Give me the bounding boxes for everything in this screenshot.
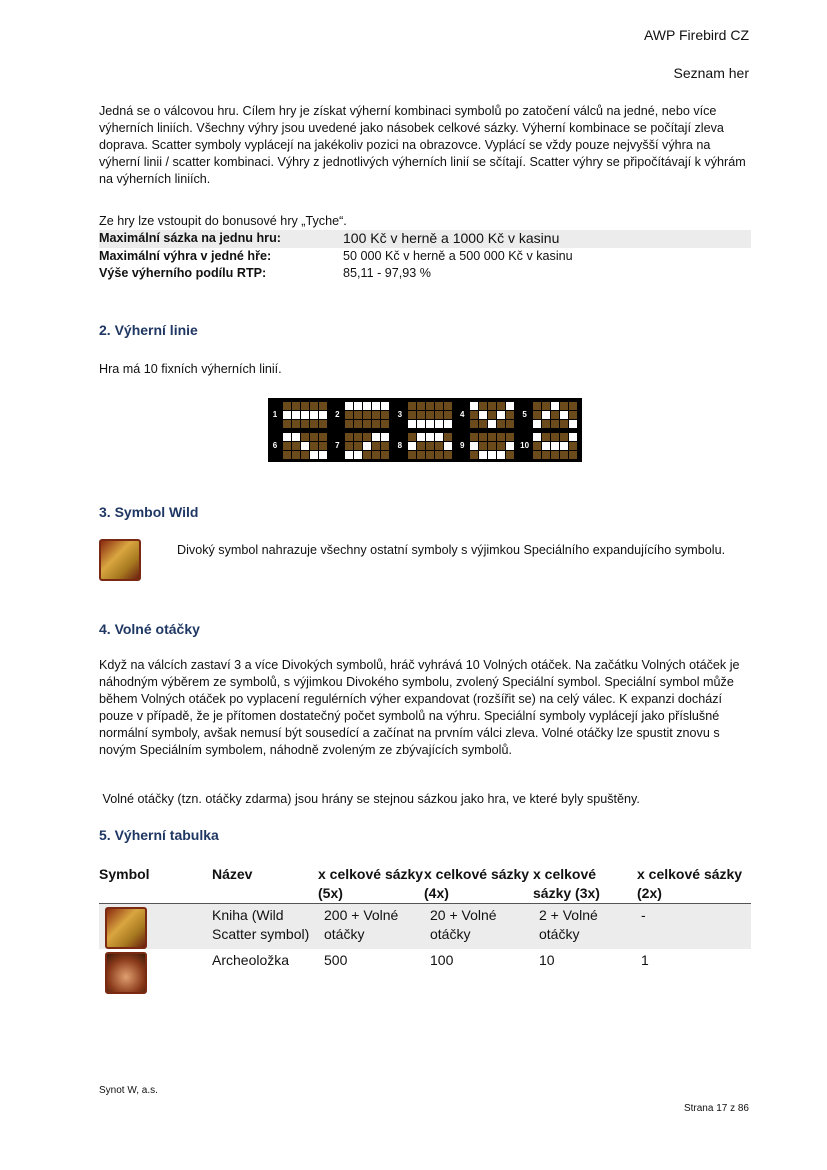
payline-cell (497, 451, 505, 459)
specs-table (99, 230, 751, 282)
payline-cell (381, 402, 389, 410)
payline-cell (551, 442, 559, 450)
payline-cell (542, 411, 550, 419)
payline-grid (470, 402, 514, 428)
payline-cell (381, 411, 389, 419)
payline-cell (408, 442, 416, 450)
column-header: x celkové sázky (3x) (533, 865, 637, 904)
payline-cell (560, 442, 568, 450)
payline-cell (506, 433, 514, 441)
payline-grid (283, 402, 327, 428)
payline-cell (310, 442, 318, 450)
payline-cell (569, 420, 577, 428)
payline-cell (381, 433, 389, 441)
payline-cell (319, 411, 327, 419)
payline-cell (506, 420, 514, 428)
payline-cell (417, 451, 425, 459)
spec-row (99, 265, 751, 282)
payout-2x: 1 (641, 952, 649, 968)
payline-cell (354, 402, 362, 410)
payline-cell (551, 411, 559, 419)
table-row (99, 904, 751, 950)
payline-cell (551, 451, 559, 459)
payline (520, 431, 580, 460)
section-heading: 3. Symbol Wild (99, 504, 199, 520)
column-header: Název (212, 865, 318, 904)
payline-cell (292, 411, 300, 419)
payline-cell (417, 442, 425, 450)
payline-cell (470, 402, 478, 410)
payline-cell (283, 451, 291, 459)
payline-cell (372, 451, 380, 459)
payline-cell (444, 433, 452, 441)
payline-cell (292, 402, 300, 410)
payline-cell (292, 442, 300, 450)
payline-cell (381, 442, 389, 450)
payline-cell (354, 433, 362, 441)
section-heading: 5. Výherní tabulka (99, 827, 219, 843)
payline-cell (283, 411, 291, 419)
payline-cell (569, 402, 577, 410)
payline-cell (470, 420, 478, 428)
payline-cell (310, 402, 318, 410)
payline-cell (417, 402, 425, 410)
payline-number: 1 (272, 410, 278, 419)
payline-cell (301, 433, 309, 441)
payline-cell (506, 411, 514, 419)
footer-company: Synot W, a.s. (99, 1085, 158, 1096)
doc-title: AWP Firebird CZ (643, 27, 749, 43)
payline-cell (354, 442, 362, 450)
payline-cell (488, 433, 496, 441)
spec-label: Maximální sázka na jednu hru: (99, 231, 281, 245)
payout-2x: - (637, 904, 751, 950)
payline-cell (408, 411, 416, 419)
payline-cell (301, 451, 309, 459)
section-heading: 2. Výherní linie (99, 322, 198, 338)
payline (270, 431, 330, 460)
payline-cell (372, 433, 380, 441)
payout-4x: 100 (430, 952, 454, 968)
payline-cell (569, 433, 577, 441)
column-header: x celkové sázky (4x) (424, 865, 533, 904)
payline-cell (417, 433, 425, 441)
payline-cell (301, 442, 309, 450)
payline-cell (506, 451, 514, 459)
payline-cell (569, 451, 577, 459)
payline-cell (435, 402, 443, 410)
payline (395, 400, 455, 429)
payline-cell (345, 442, 353, 450)
payline-cell (426, 402, 434, 410)
payline-cell (345, 402, 353, 410)
payline-cell (381, 451, 389, 459)
payline-grid (345, 402, 389, 428)
payline (270, 400, 330, 429)
payline-cell (497, 433, 505, 441)
payline-cell (506, 442, 514, 450)
payline-cell (310, 451, 318, 459)
payout-5x: 200 + Volné otáčky (318, 904, 424, 950)
payline-cell (533, 411, 541, 419)
book-icon (99, 539, 141, 581)
payline-cell (435, 411, 443, 419)
payline-cell (470, 442, 478, 450)
payout-5x: 500 (324, 952, 348, 968)
payline-cell (497, 442, 505, 450)
payline-cell (444, 411, 452, 419)
payline-grid (533, 402, 577, 428)
payline-cell (533, 402, 541, 410)
payline-number: 5 (522, 410, 527, 419)
payline-cell (542, 442, 550, 450)
payline-cell (533, 451, 541, 459)
paylines-text: Hra má 10 fixních výherních linií. (99, 362, 282, 376)
payline-cell (470, 451, 478, 459)
payline-cell (381, 420, 389, 428)
payline-cell (533, 433, 541, 441)
payline-cell (372, 420, 380, 428)
payline-cell (301, 402, 309, 410)
payline-number: 4 (459, 410, 465, 419)
payline-cell (292, 433, 300, 441)
payline-number: 3 (397, 410, 403, 419)
payline-grid (408, 433, 452, 459)
payline-grid (533, 433, 577, 459)
payline-cell (319, 433, 327, 441)
payline-cell (301, 420, 309, 428)
payline-cell (283, 420, 291, 428)
payline-cell (506, 402, 514, 410)
payline-cell (319, 402, 327, 410)
payline (520, 400, 580, 429)
payline-cell (426, 451, 434, 459)
payline-cell (292, 420, 300, 428)
payline-cell (319, 442, 327, 450)
payline-number: 9 (459, 441, 465, 450)
spec-value: 100 Kč v herně a 1000 Kč v kasinu (343, 230, 560, 246)
payout-3x: 10 (539, 952, 555, 968)
payline-cell (497, 420, 505, 428)
freespins-text-2: Volné otáčky (tzn. otáčky zdarma) jsou hrány se stejnou sázkou jako hra, ve které byly spuštěny. (99, 792, 640, 806)
payline-grid (408, 402, 452, 428)
freespins-text: Když na válcích zastaví 3 a více Divokých symbolů, hráč vyhrává 10 Volných otáček. Na začátku Volných otáček je náhodným výběrem ze symbolů, s výjimkou Divokého symbolu, zvolený Speciální symbol. Speciální symbol může během Volných otáček po vyplacení regulérních výher expandovat (rozšířit se) na celý válec. K expanzi dochází pouze v případě, že je přítomen dostatečný počet symbolů na výhru. Speciální symboly vyplácejí jako příslušné normální symboly, avšak nemusí být sousedící a začínat na prvním válci zleva. Volné otáčky lze spustit znovu s novým Speciálním symbolem, náhodně zvoleným ze zbývajících symbolů. (99, 658, 740, 757)
symbol-name: Archeoložka (212, 952, 290, 968)
payline-cell (345, 411, 353, 419)
payline-cell (435, 442, 443, 450)
payline-cell (479, 411, 487, 419)
payline-cell (345, 433, 353, 441)
payline-cell (488, 411, 496, 419)
payline-cell (345, 420, 353, 428)
payline-cell (363, 451, 371, 459)
payline-cell (551, 420, 559, 428)
payline-cell (488, 420, 496, 428)
payline-cell (426, 411, 434, 419)
spec-label: Výše výherního podílu RTP: (99, 266, 267, 280)
payline-cell (479, 433, 487, 441)
payline-cell (319, 420, 327, 428)
payline (332, 400, 392, 429)
payline-cell (435, 420, 443, 428)
wild-text: Divoký symbol nahrazuje všechny ostatní symboly s výjimkou Speciálního expandujícího symbolu. (177, 543, 726, 557)
intro-paragraph: Jedná se o válcovou hru. Cílem hry je získat výherní kombinaci symbolů po zatočení válců na jedné, nebo více výherních liniích. Všechny výhry jsou uvedené jako násobek celkové sázky. Výherní kombinace se počítají zleva doprava. Scatter symboly vyplácejí na jakékoliv pozici na obrazovce. Vyplácí se vždy pouze nejvyšší výhra na výherní linii / scatter kombinaci. Výhry z jednotlivých výherních linií se sčítají. Scatter výhry se připočítávají k výhrám na výherních liniích. (99, 104, 746, 186)
payline-cell (533, 420, 541, 428)
payline-cell (363, 411, 371, 419)
bonus-paragraph: Ze hry lze vstoupit do bonusové hry „Tyche“. (99, 214, 347, 228)
payline-grid (345, 433, 389, 459)
payline-cell (354, 451, 362, 459)
payline-cell (301, 411, 309, 419)
payline-cell (408, 402, 416, 410)
payline-cell (444, 420, 452, 428)
payline-cell (444, 402, 452, 410)
payline-cell (435, 451, 443, 459)
symbol-name: Kniha (Wild Scatter symbol) (212, 904, 318, 950)
payline-cell (283, 402, 291, 410)
payline (332, 431, 392, 460)
payline-grid (470, 433, 514, 459)
payline (395, 431, 455, 460)
payout-4x: 20 + Volné otáčky (424, 904, 533, 950)
payline-number: 10 (520, 441, 530, 450)
payline-cell (354, 411, 362, 419)
payline-cell (479, 442, 487, 450)
payline-cell (408, 433, 416, 441)
payline-cell (408, 420, 416, 428)
payline (457, 400, 517, 429)
payline-cell (372, 411, 380, 419)
payline-number: 7 (335, 441, 340, 450)
payline-cell (435, 433, 443, 441)
payline-cell (310, 433, 318, 441)
payline-cell (417, 420, 425, 428)
payline-cell (569, 411, 577, 419)
payline-number: 6 (272, 441, 278, 450)
payline-cell (345, 451, 353, 459)
payline-cell (560, 451, 568, 459)
payline-cell (283, 433, 291, 441)
payline-cell (542, 420, 550, 428)
column-header: x celkové sázky (5x) (318, 865, 424, 904)
payline-cell (470, 433, 478, 441)
payline-cell (354, 420, 362, 428)
payline (457, 431, 517, 460)
payline-cell (488, 442, 496, 450)
payline-cell (426, 433, 434, 441)
payline-cell (479, 451, 487, 459)
payline-cell (488, 451, 496, 459)
payline-cell (283, 442, 291, 450)
column-header: x celkové sázky (2x) (637, 865, 751, 904)
spec-label: Maximální výhra v jedné hře: (99, 249, 272, 263)
archeologist-icon (105, 952, 147, 994)
payline-cell (560, 433, 568, 441)
payline-number: 8 (397, 441, 403, 450)
payline-cell (533, 442, 541, 450)
payline-cell (479, 402, 487, 410)
payline-cell (372, 442, 380, 450)
payline-grid (283, 433, 327, 459)
payline-cell (363, 433, 371, 441)
paylines-image (268, 398, 582, 462)
spec-value: 85,11 - 97,93 % (343, 266, 431, 280)
payline-cell (426, 420, 434, 428)
payline-cell (319, 451, 327, 459)
payline-cell (569, 442, 577, 450)
payline-cell (444, 442, 452, 450)
spec-row (99, 230, 751, 248)
payline-cell (408, 451, 416, 459)
payline-cell (363, 420, 371, 428)
book-icon (105, 907, 147, 949)
payline-cell (310, 411, 318, 419)
spec-value: 50 000 Kč v herně a 500 000 Kč v kasinu (343, 249, 573, 263)
payline-cell (310, 420, 318, 428)
table-row (99, 949, 751, 994)
footer-page: Strana 17 z 86 (683, 1103, 749, 1114)
paytable (99, 865, 751, 994)
payline-cell (560, 402, 568, 410)
payline-cell (479, 420, 487, 428)
doc-subtitle: Seznam her (673, 65, 749, 81)
payline-cell (470, 411, 478, 419)
payline-cell (497, 402, 505, 410)
payline-number: 2 (335, 410, 340, 419)
payline-cell (551, 433, 559, 441)
payline-cell (417, 411, 425, 419)
payline-cell (426, 442, 434, 450)
payout-3x: 2 + Volné otáčky (533, 904, 637, 950)
payline-cell (372, 402, 380, 410)
payline-cell (363, 442, 371, 450)
payline-cell (292, 451, 300, 459)
column-header: Symbol (99, 865, 212, 904)
payline-cell (444, 451, 452, 459)
payline-cell (542, 451, 550, 459)
payline-cell (551, 402, 559, 410)
payline-cell (363, 402, 371, 410)
payline-cell (497, 411, 505, 419)
payline-cell (560, 420, 568, 428)
spec-row (99, 248, 751, 265)
payline-cell (542, 402, 550, 410)
payline-cell (488, 402, 496, 410)
payline-cell (560, 411, 568, 419)
payline-cell (542, 433, 550, 441)
section-heading: 4. Volné otáčky (99, 621, 200, 637)
